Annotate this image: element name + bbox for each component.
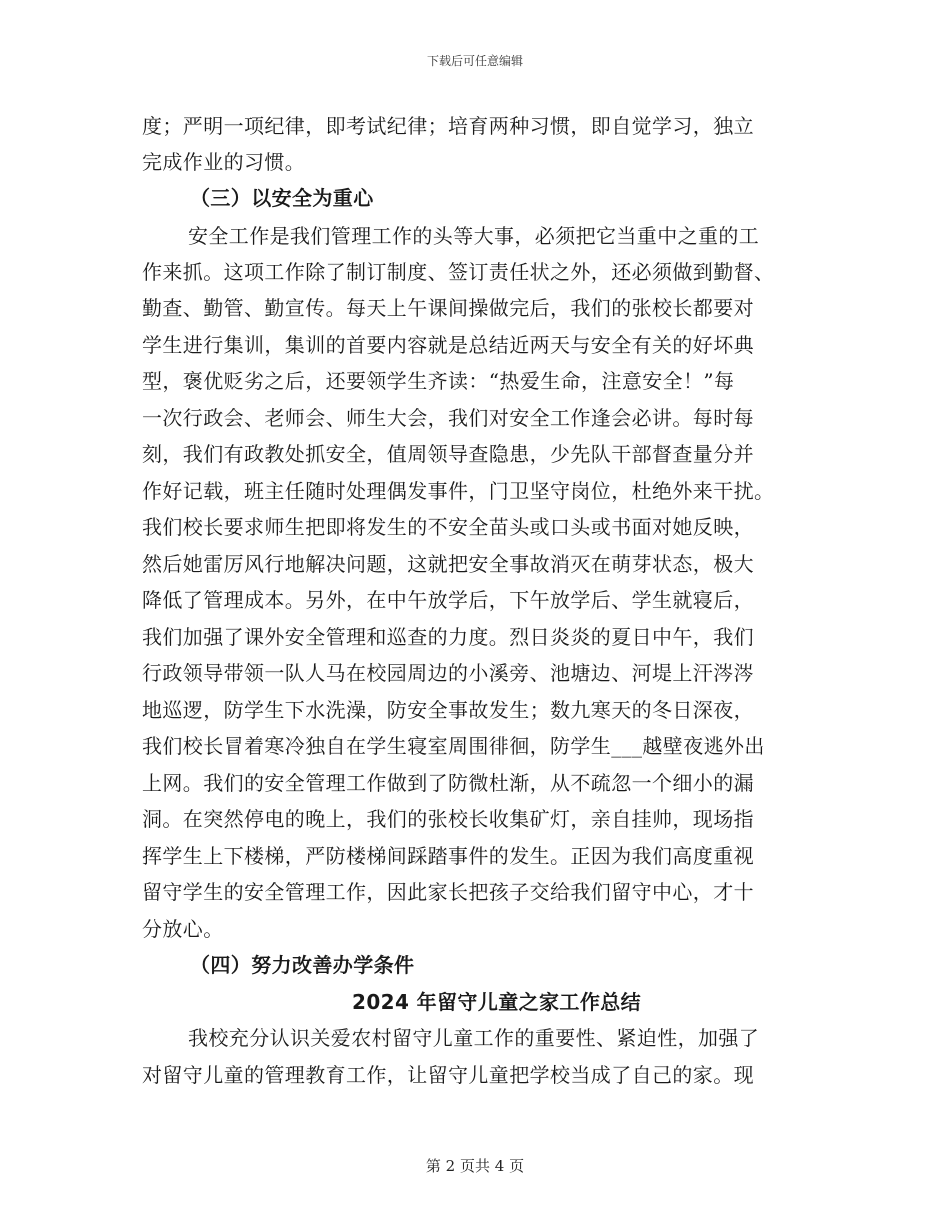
body-line: 一次行政会、老师会、师生大会，我们对安全工作逢会必讲。每时每	[142, 406, 754, 430]
document-title: 2024 年留守儿童之家工作总结	[352, 990, 642, 1014]
body-line: 上网。我们的安全管理工作做到了防微杜渐，从不疏忽一个细小的漏	[142, 771, 754, 795]
body-line: 降低了管理成本。另外，在中午放学后，下午放学后、学生就寝后，	[142, 588, 754, 612]
body-line: 作好记载，班主任随时处理偶发事件，门卫坚守岗位，杜绝外来干扰。	[142, 479, 775, 503]
body-line: 型，褒优贬劣之后，还要领学生齐读：“热爱生命，注意安全！”每	[142, 369, 735, 393]
body-line: 安全工作是我们管理工作的头等大事，必须把它当重中之重的工	[188, 224, 760, 248]
body-line: 地巡逻，防学生下水洗澡，防安全事故发生；数九寒天的冬日深夜，	[142, 698, 754, 722]
body-line: 作来抓。这项工作除了制订制度、签订责任状之外，还必须做到勤督、	[142, 260, 775, 284]
body-line: 完成作业的习惯。	[142, 150, 306, 174]
body-line: 我们校长要求师生把即将发生的不安全苗头或口头或书面对她反映，	[142, 515, 754, 539]
body-line: 挥学生上下楼梯，严防楼梯间踩踏事件的发生。正因为我们高度重视	[142, 844, 754, 868]
section-heading-3: （三）以安全为重心	[190, 186, 374, 210]
body-line: 然后她雷厉风行地解决问题，这就把安全事故消灭在萌芽状态，极大	[142, 552, 754, 576]
page-header-note: 下载后可任意编辑	[426, 54, 523, 68]
body-line: 留守学生的安全管理工作，因此家长把孩子交给我们留守中心，才十	[142, 880, 754, 904]
body-line: 洞。在突然停电的晚上，我们的张校长收集矿灯，亲自挂帅，现场指	[142, 807, 754, 831]
body-line: 勤查、勤管、勤宣传。每天上午课间操做完后，我们的张校长都要对	[142, 296, 754, 320]
body-line: 我校充分认识关爱农村留守儿童工作的重要性、紧迫性，加强了	[188, 1026, 760, 1050]
body-line: 度；严明一项纪律，即考试纪律；培育两种习惯，即自觉学习，独立	[142, 114, 754, 138]
body-line: 行政领导带领一队人马在校园周边的小溪旁、池塘边、河堤上汗涔涔	[142, 661, 754, 685]
body-line: 对留守儿童的管理教育工作，让留守儿童把学校当成了自己的家。现	[142, 1063, 754, 1087]
body-line: 我们加强了课外安全管理和巡查的力度。烈日炎炎的夏日中午，我们	[142, 625, 754, 649]
section-heading-4: （四）努力改善办学条件	[190, 953, 415, 977]
page-number-footer: 第 2 页共 4 页	[425, 1157, 525, 1175]
body-line: 刻，我们有政教处抓安全，值周领导查隐患，少先队干部督查量分并	[142, 442, 754, 466]
body-line: 学生进行集训，集训的首要内容就是总结近两天与安全有关的好坏典	[142, 333, 754, 357]
body-line: 我们校长冒着寒冷独自在学生寝室周围徘徊，防学生___越壁夜逃外出	[142, 734, 765, 758]
body-line: 分放心。	[142, 917, 224, 941]
